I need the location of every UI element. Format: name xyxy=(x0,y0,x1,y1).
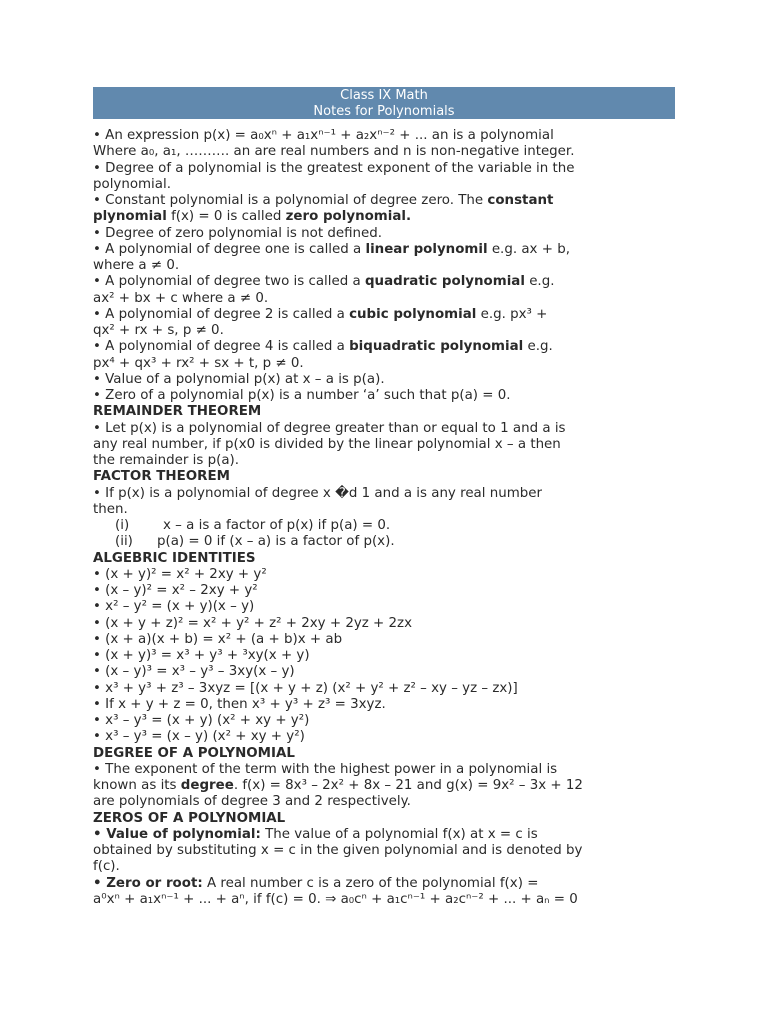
degree-line xyxy=(93,778,675,794)
title-banner xyxy=(93,87,675,119)
identity-item: • x² – y² = (x + y)(x – y) xyxy=(93,599,255,615)
zeros-line: a⁰xⁿ + a₁xⁿ⁻¹ + ... + aⁿ, if f(c) = 0. ⇒ a₀cⁿ + a₁cⁿ⁻¹ + a₂cⁿ⁻² + ... + aₙ = 0 xyxy=(93,891,578,907)
factor-subitem-ii xyxy=(93,534,675,550)
subitem-number: (i) xyxy=(115,518,130,533)
identity-item: • x³ + y³ + z³ – 3xyz = [(x + y + z) (x² + y² + z² – xy – yz – zx)] xyxy=(93,680,518,696)
zeros-line: f(c). xyxy=(93,859,120,875)
zeros-line xyxy=(93,827,675,843)
intro-line: • Value of a polynomial p(x) at x – a is p(a). xyxy=(93,371,385,387)
identity-item: • x³ – y³ = (x – y) (x² + xy + y²) xyxy=(93,729,305,745)
bold-term: biquadratic polynomial xyxy=(349,339,524,355)
section-heading-zeros: ZEROS OF A POLYNOMIAL xyxy=(93,810,286,826)
text-run: e.g. px³ + xyxy=(476,306,548,322)
subitem-text: x – a is a factor of p(x) if p(a) = 0. xyxy=(163,518,391,533)
notes-page xyxy=(93,87,675,908)
intro-line: • An expression p(x) = a₀xⁿ + a₁xⁿ⁻¹ + a₂xⁿ⁻² + ... an is a polynomial xyxy=(93,128,554,143)
text-run: • A polynomial of degree 4 is called a xyxy=(93,339,350,355)
subitem-number: (ii) xyxy=(115,534,133,550)
intro-line xyxy=(93,307,675,323)
text-run: f(x) = 0 is called xyxy=(166,209,286,225)
intro-line: px⁴ + qx³ + rx² + sx + t, p ≠ 0. xyxy=(93,355,304,371)
remainder-line: • Let p(x) is a polynomial of degree greater than or equal to 1 and a is xyxy=(93,420,566,436)
degree-line: • The exponent of the term with the highest power in a polynomial is xyxy=(93,761,558,777)
text-run: . f(x) = 8x³ – 2x² + 8x – 21 and g(x) = 9x² – 3x + 12 xyxy=(233,778,583,793)
text-run: • A polynomial of degree two is called a xyxy=(93,274,365,290)
bold-term: zero polynomial. xyxy=(285,209,412,225)
notes-body xyxy=(93,128,675,908)
bold-term: constant xyxy=(487,193,554,208)
intro-line: Where a₀, a₁, ………. an are real numbers and n is non-negative integer. xyxy=(93,144,575,160)
subitem-text: p(a) = 0 if (x – a) is a factor of p(x). xyxy=(157,534,395,550)
identity-item: • (x – y)³ = x³ – y³ – 3xy(x – y) xyxy=(93,664,295,680)
zeros-line: obtained by substituting x = c in the given polynomial and is denoted by xyxy=(93,843,583,858)
identity-item: • (x + y + z)² = x² + y² + z² + 2xy + 2yz + 2zx xyxy=(93,615,413,631)
text-run: e.g. ax + b, xyxy=(487,241,570,257)
remainder-line: any real number, if p(x0 is divided by the linear polynomial x – a then xyxy=(93,436,561,452)
section-heading-degree: DEGREE OF A POLYNOMIAL xyxy=(93,745,295,761)
intro-line xyxy=(93,274,675,290)
intro-line: • Degree of zero polynomial is not defined. xyxy=(93,225,382,241)
intro-line: • Degree of a polynomial is the greatest exponent of the variable in the xyxy=(93,160,575,176)
banner-subtitle: Notes for Polynomials xyxy=(313,103,455,119)
bold-term: degree xyxy=(180,778,234,793)
text-run: The value of a polynomial f(x) at x = c is xyxy=(260,826,538,842)
identity-item: • x³ – y³ = (x + y) (x² + xy + y²) xyxy=(93,713,310,728)
text-run: e.g. xyxy=(524,274,555,290)
bold-term: quadratic polynomial xyxy=(364,274,525,290)
intro-line: where a ≠ 0. xyxy=(93,258,180,273)
bold-term: • Value of polynomial: xyxy=(93,826,261,842)
bold-term: • Zero or root: xyxy=(93,875,203,891)
identity-item: • (x + y)² = x² + 2xy + y² xyxy=(93,566,267,582)
section-heading-remainder: REMAINDER THEOREM xyxy=(93,404,262,420)
text-run: • A polynomial of degree one is called a xyxy=(93,241,366,257)
identity-item: • (x – y)² = x² – 2xy + y² xyxy=(93,583,258,598)
identity-item: • (x + y)³ = x³ + y³ + ³xy(x + y) xyxy=(93,648,310,663)
intro-line xyxy=(93,242,675,258)
bold-term: linear polynomil xyxy=(365,241,488,257)
factor-line: then. xyxy=(93,501,128,517)
banner-title: Class IX Math xyxy=(340,88,428,103)
intro-line xyxy=(93,209,675,225)
text-run: A real number c is a zero of the polynomial f(x) = xyxy=(202,875,539,891)
intro-line: qx² + rx + s, p ≠ 0. xyxy=(93,323,224,338)
section-heading-identities: ALGEBRIC IDENTITIES xyxy=(93,550,256,566)
degree-line: are polynomials of degree 3 and 2 respectively. xyxy=(93,794,411,810)
factor-line: • If p(x) is a polynomial of degree x �d 1 and a is any real number xyxy=(93,485,543,501)
text-run: • Constant polynomial is a polynomial of degree zero. The xyxy=(93,193,488,208)
text-run: • A polynomial of degree 2 is called a xyxy=(93,306,350,322)
section-heading-factor: FACTOR THEOREM xyxy=(93,469,230,485)
bold-term: plynomial xyxy=(93,209,167,225)
intro-line: ax² + bx + c where a ≠ 0. xyxy=(93,290,269,306)
intro-line: • Zero of a polynomial p(x) is a number ‘a’ such that p(a) = 0. xyxy=(93,388,511,403)
identity-item: • (x + a)(x + b) = x² + (a + b)x + ab xyxy=(93,631,343,647)
zeros-line xyxy=(93,876,675,892)
intro-line xyxy=(93,339,675,355)
intro-line: polynomial. xyxy=(93,176,171,192)
bold-term: cubic polynomial xyxy=(349,306,477,322)
remainder-line: the remainder is p(a). xyxy=(93,453,240,468)
factor-subitem-i xyxy=(93,518,675,534)
intro-line xyxy=(93,193,675,209)
text-run: known as its xyxy=(93,778,181,793)
identity-item: • If x + y + z = 0, then x³ + y³ + z³ = 3xyz. xyxy=(93,696,386,712)
text-run: e.g. xyxy=(523,339,553,355)
